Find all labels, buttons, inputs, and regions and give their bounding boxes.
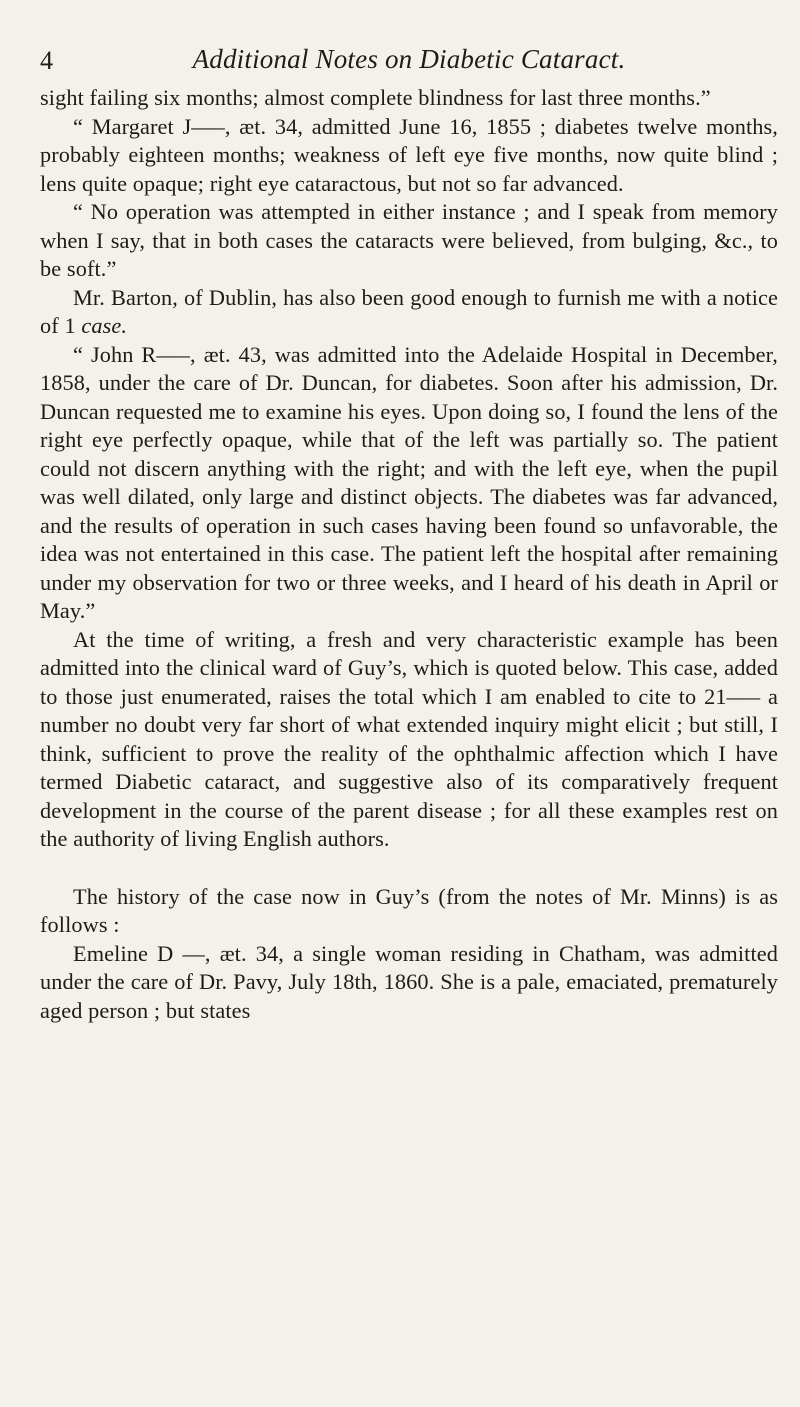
paragraph-mr-barton-text: Mr. Barton, of Dublin, has also been good enough to furnish me with a notice of 1 bbox=[40, 284, 778, 338]
running-head bbox=[40, 44, 778, 78]
paragraph-case-emeline: Emeline D —, æt. 34, a single woman residing in Chatham, was admitted under the care of Dr. Pavy, July 18th, 1860. She is a pale, emaciated, prematurely aged person ; but states bbox=[40, 940, 778, 1023]
page-number: 4 bbox=[40, 46, 53, 75]
paragraph-no-operation: “ No operation was attempted in either instance ; and I speak from memory when I say, that in both cases the cataracts were believed, from bulging, &c., to be soft.” bbox=[40, 199, 778, 281]
paragraph-continued: sight failing six months; almost complete blindness for last three months.” bbox=[40, 85, 711, 110]
paragraph-case-margaret: “ Margaret J—–, æt. 34, admitted June 16, 1855 ; diabetes twelve months, probably eighteen months; weakness of left eye five months, now quite blind ; lens quite opaque; right eye cataractous, but not so far advanced. bbox=[40, 113, 778, 196]
paragraph-guys-example: At the time of writing, a fresh and very characteristic example has been admitted into the clinical ward of Guy’s, which is quoted below. This case, added to those just enumerated, raises the total which I am enabled to cite to 21—– a number no doubt very far short of what extended inquiry might elicit ; but still, I think, sufficient to prove the reality of the ophthalmic affection which I have termed Diabetic cataract, and suggestive also of its comparatively frequent development in the course of the parent disease ; for all these examples rest on the authority of living English authors. bbox=[40, 626, 778, 851]
paragraph-history-intro: The history of the case now in Guy’s (from the notes of Mr. Minns) is as follows : bbox=[40, 883, 778, 937]
paragraph-mr-barton bbox=[40, 284, 778, 341]
running-title: Additional Notes on Diabetic Cataract. bbox=[192, 44, 626, 74]
paragraph-case-john: “ John R—–, æt. 43, was admitted into the Adelaide Hospital in December, 1858, under the care of Dr. Duncan, for diabetes. Soon after his admission, Dr. Duncan requested me to examine his eyes. Upon doing so, I found the lens of the right eye perfectly opaque, while that of the left was partially so. The patient could not discern anything with the right; and with the left eye, when the pupil was well dilated, only large and distinct objects. The diabetes was far advanced, and the results of operation in such cases having been found so unfavorable, the idea was not entertained in this case. The patient left the hospital after remaining under my observation for two or three weeks, and I heard of his death in April or May.” bbox=[40, 341, 778, 623]
paragraph-mr-barton-italic: case. bbox=[81, 313, 128, 338]
body-text bbox=[40, 84, 778, 1025]
